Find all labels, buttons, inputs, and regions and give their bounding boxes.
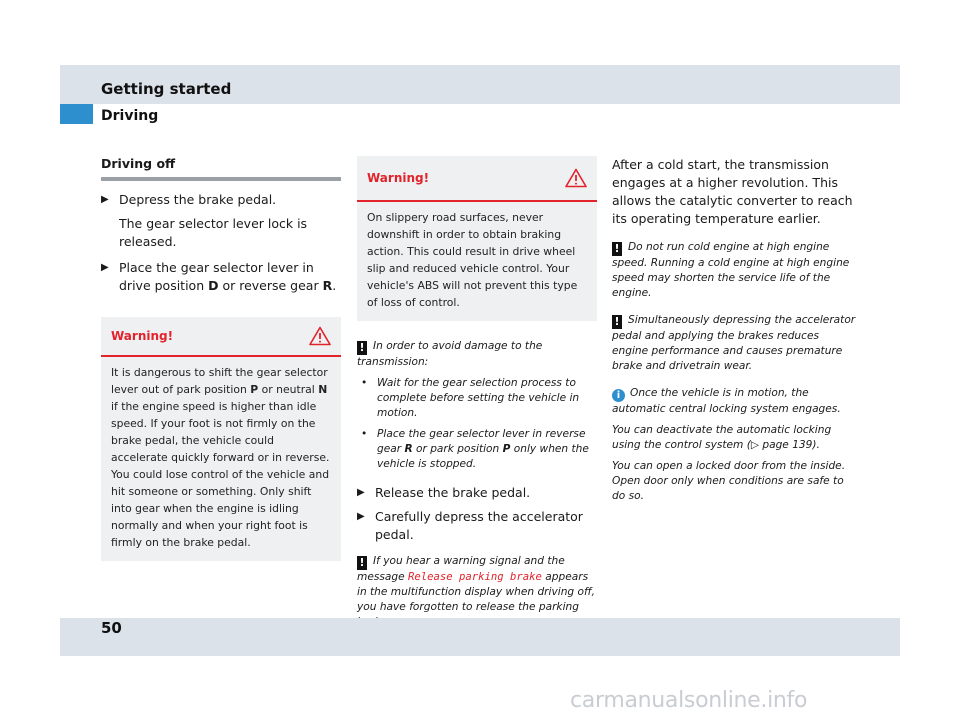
warning-title: Warning! bbox=[367, 171, 430, 185]
warning-text: It is dangerous to shift the gear selector lever out of park position P or neutral N if the engine speed is higher than idle speed. If your foot is not firmly on the brake pedal, the vehicle could accelerate quickly forward or in reverse. You could lose control of the vehicle and hit someone or something. Only shift into gear when the engine is idling normally and when your right foot is firmly on the brake pedal. bbox=[111, 366, 330, 549]
column-1 bbox=[101, 156, 341, 561]
bullet-icon: • bbox=[361, 377, 368, 389]
step-depress-brake: ▶ Depress the brake pedal. bbox=[101, 192, 277, 207]
note-accelerator-brake: ! Simultaneously depressing the accelerator pedal and applying the brakes reduces engine performance and causes premature brake and drivetrain wear. bbox=[612, 314, 856, 372]
step-place-selector: ▶ Place the gear selector lever in drive position D or reverse gear R. bbox=[101, 260, 337, 293]
subsection-title: Driving bbox=[101, 108, 159, 124]
warning-box-shift bbox=[101, 317, 341, 561]
caution-icon: ! bbox=[612, 242, 622, 256]
warning-title: Warning! bbox=[111, 329, 174, 343]
info-icon: i bbox=[612, 389, 625, 402]
step-result: The gear selector lever lock is released. bbox=[119, 216, 308, 249]
footer-band bbox=[60, 618, 900, 656]
caution-icon: ! bbox=[357, 556, 367, 570]
section-tab-marker bbox=[60, 104, 93, 124]
heading-rule bbox=[101, 177, 341, 181]
page-number: 50 bbox=[101, 619, 122, 637]
caution-icon: ! bbox=[357, 341, 367, 355]
driving-off-heading: Driving off bbox=[101, 156, 176, 171]
bullet-icon: • bbox=[361, 428, 368, 440]
note-transmission: ! In order to avoid damage to the transmission: • Wait for the gear selection process to complete before setting the vehicle in motion. • Place the gear selector lever in reverse gear R or park position P only when the vehicle is stopped. bbox=[357, 340, 589, 470]
section-title: Getting started bbox=[101, 80, 232, 98]
column-3 bbox=[612, 156, 857, 504]
step-arrow-icon: ▶ bbox=[357, 511, 365, 522]
note-parking-brake: ! If you hear a warning signal and the message Release parking brake appears in the multifunction display when driving off, you have forgotten to release the parking bbox=[357, 554, 597, 651]
step-arrow-icon: ▶ bbox=[101, 262, 109, 273]
caution-icon: ! bbox=[612, 315, 622, 329]
warning-text: On slippery road surfaces, never downshift in order to obtain braking action. This could result in drive wheel slip and reduced vehicle control. Your vehicle's ABS will not prevent this type of loss of control. bbox=[367, 211, 578, 309]
step-arrow-icon: ▶ bbox=[101, 194, 109, 205]
display-message: Release parking brake bbox=[407, 571, 542, 583]
warning-box-downshift bbox=[357, 156, 597, 321]
note-cold-engine: ! Do not run cold engine at high engine speed. Running a cold engine at high engine speed may shorten the service life of the engine. bbox=[612, 241, 850, 299]
cold-start-paragraph: After a cold start, the transmission engages at a higher revolution. This allows the catalytic converter to reach its operating temperature earlier. bbox=[612, 157, 853, 226]
info-central-locking: i Once the vehicle is in motion, the automatic central locking system engages. You can deactivate the automatic locking using the control system (▷ page 139). You can open a locked door from the inside. Open door only when conditions are safe to do so. bbox=[612, 387, 846, 502]
step-arrow-icon: ▶ bbox=[357, 487, 365, 498]
step-depress-accelerator: ▶ Carefully depress the accelerator pedal. bbox=[357, 509, 583, 542]
watermark: carmanualsonline.info bbox=[570, 688, 808, 713]
column-2 bbox=[357, 156, 597, 651]
step-release-brake: ▶ Release the brake pedal. bbox=[357, 485, 531, 500]
warning-triangle-icon bbox=[309, 326, 331, 346]
warning-triangle-icon bbox=[565, 168, 587, 188]
